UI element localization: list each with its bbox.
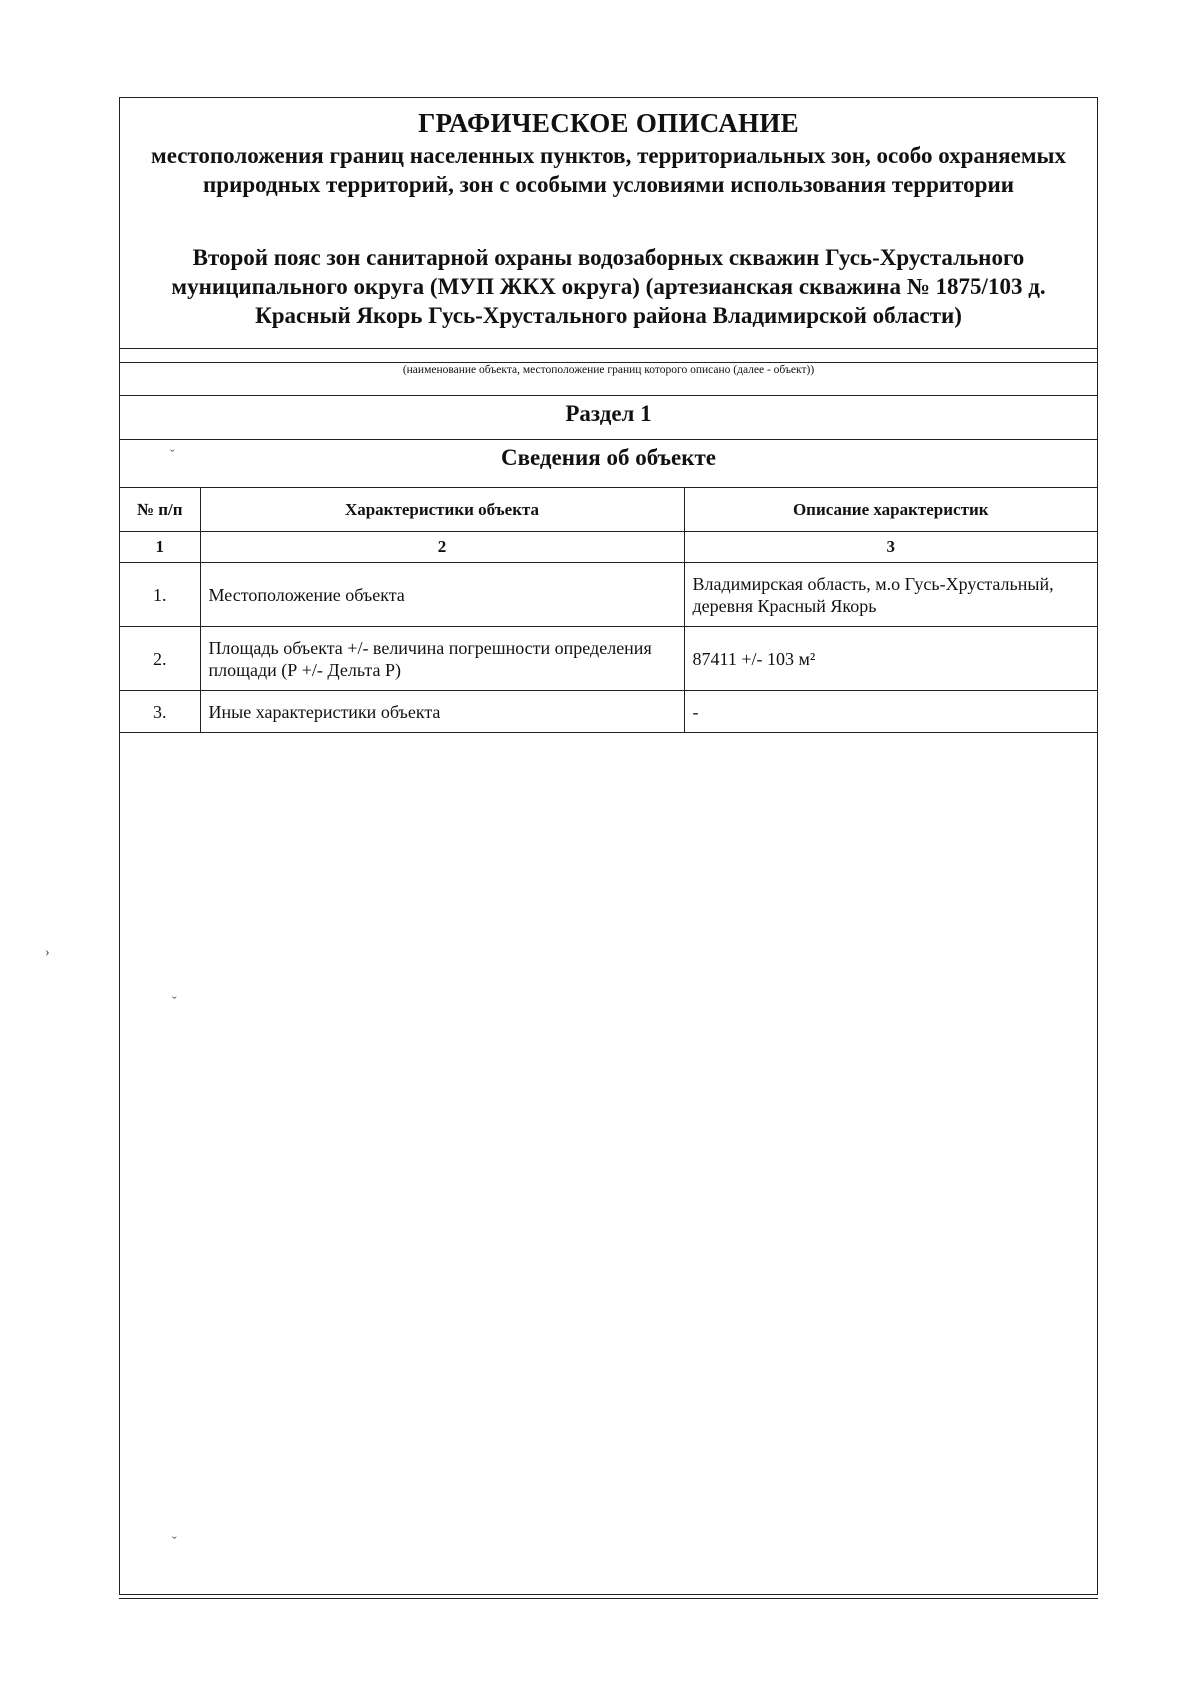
- row-description: -: [684, 691, 1097, 733]
- table-row: [120, 627, 1097, 691]
- divider: [120, 395, 1097, 396]
- row-number: 1.: [120, 563, 200, 627]
- section-title: Раздел 1: [565, 401, 652, 426]
- scan-mark: ˇ: [170, 448, 175, 463]
- header-description: Описание характеристик: [684, 488, 1097, 532]
- row-description: 87411 +/- 103 м²: [684, 627, 1097, 691]
- row-characteristic: Местоположение объекта: [200, 563, 684, 627]
- scan-mark: ˇ: [172, 1535, 177, 1550]
- column-number-row: [120, 532, 1097, 563]
- divider: [120, 348, 1097, 349]
- row-number: 3.: [120, 691, 200, 733]
- document-subtitle: местоположения границ населенных пунктов, территориальных зон, особо охраняемых природных территорий, зон с особыми условиями использования территории: [151, 143, 1066, 197]
- row-characteristic: Иные характеристики объекта: [200, 691, 684, 733]
- table-row: [120, 691, 1097, 733]
- column-number: 2: [200, 532, 684, 563]
- document-frame: [119, 97, 1098, 1595]
- bottom-border-line: [119, 1598, 1098, 1599]
- column-number: 1: [120, 532, 200, 563]
- header-number: № п/п: [120, 488, 200, 532]
- divider: [120, 362, 1097, 363]
- row-characteristic: Площадь объекта +/- величина погрешности определения площади (Р +/- Дельта Р): [200, 627, 684, 691]
- table-header-row: [120, 488, 1097, 532]
- scan-mark: ›: [45, 945, 50, 960]
- header-characteristic: Характеристики объекта: [200, 488, 684, 532]
- document-title: ГРАФИЧЕСКОЕ ОПИСАНИЕ: [418, 108, 799, 138]
- column-number: 3: [684, 532, 1097, 563]
- object-name: Второй пояс зон санитарной охраны водозаборных скважин Гусь-Хрустального муниципального округа (МУП ЖКХ округа) (артезианская скважина № 1875/103 д. Красный Якорь Гусь-Хрустального района Владимирской области): [171, 245, 1046, 328]
- row-number: 2.: [120, 627, 200, 691]
- section-subtitle: Сведения об объекте: [500, 445, 717, 470]
- object-properties-table: [120, 487, 1097, 733]
- table-row: [120, 563, 1097, 627]
- divider: [120, 439, 1097, 440]
- scan-mark: ˇ: [172, 995, 177, 1010]
- row-description: Владимирская область, м.о Гусь-Хрустальный, деревня Красный Якорь: [684, 563, 1097, 627]
- object-caption: (наименование объекта, местоположение границ которого описано (далее - объект)): [402, 364, 815, 376]
